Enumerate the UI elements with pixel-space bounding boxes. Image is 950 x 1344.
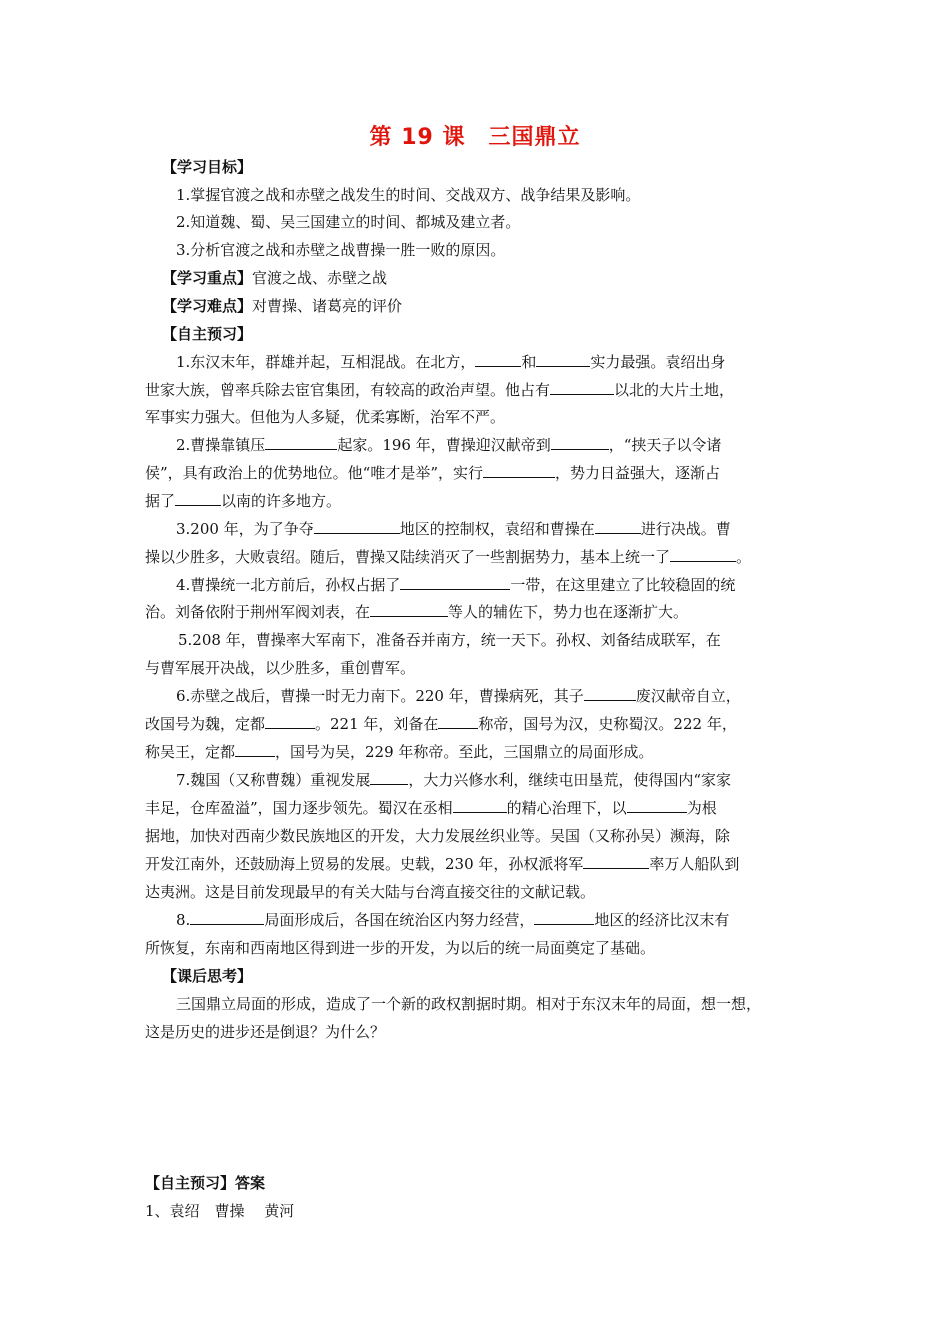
line-text: 所恢复，东南和西南地区得到进一步的开发，为以后的统一局面奠定了基础。 (145, 939, 656, 957)
answers-heading: 【自主预习】答案 (145, 1174, 266, 1192)
line-text: 操以少胜多，大败袁绍。随后，曹操又陆续消灭了一些割据势力，基本上统一了 (145, 548, 671, 566)
preview-line (176, 519, 856, 539)
line-text: 以北的大片土地， (614, 381, 735, 399)
preview-line (145, 463, 825, 483)
answer-blank (551, 435, 609, 450)
line-text: 称吴王，定都 (145, 743, 236, 761)
line-text: 称帝，国号为汉，史称蜀汉。222 年， (478, 715, 737, 733)
line-text: 进行决战。曹 (640, 520, 731, 538)
line-text: ，“挟天子以令诸 (608, 436, 722, 454)
preview-line (176, 435, 856, 455)
line-text: 4.曹操统一北方前后，孙权占据了 (176, 576, 401, 594)
difficulties-text: 对曹操、诸葛亮的评价 (252, 297, 403, 315)
line-text: 地区的控制权，袁绍和曹操在 (399, 520, 595, 538)
answer-line-1: 1、袁绍 曹操 黄河 (145, 1202, 295, 1220)
line-text: 废汉献帝自立， (635, 687, 741, 705)
answer-blank (265, 714, 315, 729)
line-text: 实力最强。袁绍出身 (590, 353, 726, 371)
line-text: 起家。196 年，曹操迎汉献帝到 (337, 436, 551, 454)
line-text: 以南的许多地方。 (221, 492, 342, 510)
answer-blank (595, 519, 641, 534)
line-text: 为根 (686, 799, 717, 817)
answer-blank (584, 686, 636, 701)
line-text: 8. (176, 911, 191, 929)
goal-2: 2.知道魏、蜀、吴三国建立的时间、都城及建立者。 (176, 213, 521, 231)
line-text: ，大力兴修水利，继续屯田垦荒，使得国内“家家 (408, 771, 731, 789)
line-text: 与曹军展开决战，以少胜多，重创曹军。 (145, 659, 416, 677)
answer-blank (536, 352, 590, 367)
preview-line (145, 938, 825, 958)
line-text: ，势力日益强大，逐渐占 (555, 464, 721, 482)
answer-blank (534, 910, 594, 925)
line-text: 等人的辅佐下，势力也在逐渐扩大。 (448, 603, 689, 621)
preview-line (145, 882, 825, 902)
answer-blank (265, 435, 337, 450)
reflection-line: 三国鼎立局面的形成，造成了一个新的政权割据时期。相对于东汉末年的局面，想一想， (176, 995, 762, 1013)
line-text: ，国号为吴，229 年称帝。至此，三国鼎立的局面形成。 (275, 743, 654, 761)
preview-line (145, 854, 825, 874)
answer-blank (370, 602, 448, 617)
key-points (162, 268, 842, 288)
answer-blank (670, 547, 736, 562)
preview-line (145, 798, 825, 818)
answer-blank (370, 770, 408, 785)
line-text: 据了 (145, 492, 176, 510)
page-title: 第 19 课 三国鼎立 (369, 125, 581, 150)
preview-line (178, 630, 858, 650)
answer-blank (550, 380, 614, 395)
line-text: 据地，加快对西南少数民族地区的开发，大力发展丝织业等。吴国（又称孙吴）濒海，除 (145, 827, 731, 845)
line-text: 一带，在这里建立了比较稳固的统 (510, 576, 736, 594)
line-text: 。 (736, 548, 752, 566)
line-text: 3.200 年，为了争夺 (176, 520, 314, 538)
difficulties-label: 【学习难点】 (162, 297, 253, 315)
preview-line (145, 491, 825, 511)
goals-heading: 【学习目标】 (162, 158, 253, 176)
preview-line (145, 714, 825, 734)
line-text: 和 (521, 353, 537, 371)
line-text: 军事实力强大。但他为人多疑，优柔寡断，治军不严。 (145, 408, 506, 426)
goal-1: 1.掌握官渡之战和赤壁之战发生的时间、交战双方、战争结果及影响。 (176, 186, 641, 204)
preview-line (145, 742, 825, 762)
line-text: 1.东汉末年，群雄并起，互相混战。在北方， (176, 353, 476, 371)
answer-blank (453, 798, 507, 813)
preview-line (176, 575, 856, 595)
answer-blank (438, 714, 478, 729)
goal-3: 3.分析官渡之战和赤壁之战曹操一胜一败的原因。 (176, 241, 506, 259)
line-text: 达夷洲。这是目前发现最早的有关大陆与台湾直接交往的文献记载。 (145, 883, 596, 901)
line-text: 侯”，具有政治上的优势地位。他“唯才是举”，实行 (145, 464, 484, 482)
preview-line (145, 407, 825, 427)
line-text: 局面形成后，各国在统治区内努力经营， (264, 911, 535, 929)
reflection-heading: 【课后思考】 (162, 967, 253, 985)
line-text: 7.魏国（又称曹魏）重视发展 (176, 771, 371, 789)
answer-blank (627, 798, 687, 813)
line-text: 开发江南外，还鼓励海上贸易的发展。史载，230 年，孙权派将军 (145, 855, 584, 873)
line-text: 5.208 年，曹操率大军南下，准备吞并南方，统一天下。孙权、刘备结成联军，在 (178, 631, 721, 649)
preview-line (176, 352, 856, 372)
line-text: 的精心治理下，以 (506, 799, 627, 817)
preview-line (145, 826, 825, 846)
line-text: 丰足，仓库盈溢”，国力逐步领先。蜀汉在丞相 (145, 799, 453, 817)
answer-blank (400, 575, 510, 590)
answer-blank (475, 352, 521, 367)
preview-line (145, 547, 825, 567)
answer-blank (314, 519, 400, 534)
preview-line (176, 686, 856, 706)
preview-heading: 【自主预习】 (162, 325, 253, 343)
line-text: 世家大族，曾率兵除去宦官集团，有较高的政治声望。他占有 (145, 381, 551, 399)
reflection-line: 这是历史的进步还是倒退？为什么？ (145, 1023, 386, 1041)
preview-line (176, 910, 856, 930)
line-text: 治。刘备依附于荆州军阀刘表，在 (145, 603, 371, 621)
key-points-label: 【学习重点】 (162, 269, 253, 287)
preview-line (145, 658, 825, 678)
answer-blank (235, 742, 275, 757)
preview-line (176, 770, 856, 790)
answer-blank (483, 463, 555, 478)
line-text: 率万人船队到 (649, 855, 740, 873)
preview-line (145, 602, 825, 622)
answer-blank (583, 854, 649, 869)
line-text: 。221 年，刘备在 (315, 715, 439, 733)
line-text: 地区的经济比汉末有 (594, 911, 730, 929)
answer-blank (175, 491, 221, 506)
line-text: 6.赤壁之战后，曹操一时无力南下。220 年，曹操病死，其子 (176, 687, 584, 705)
line-text: 2.曹操靠镇压 (176, 436, 266, 454)
answer-blank (190, 910, 264, 925)
preview-line (145, 380, 825, 400)
key-points-text: 官渡之战、赤壁之战 (252, 269, 388, 287)
line-text: 改国号为魏，定都 (145, 715, 266, 733)
difficulties (162, 296, 842, 316)
